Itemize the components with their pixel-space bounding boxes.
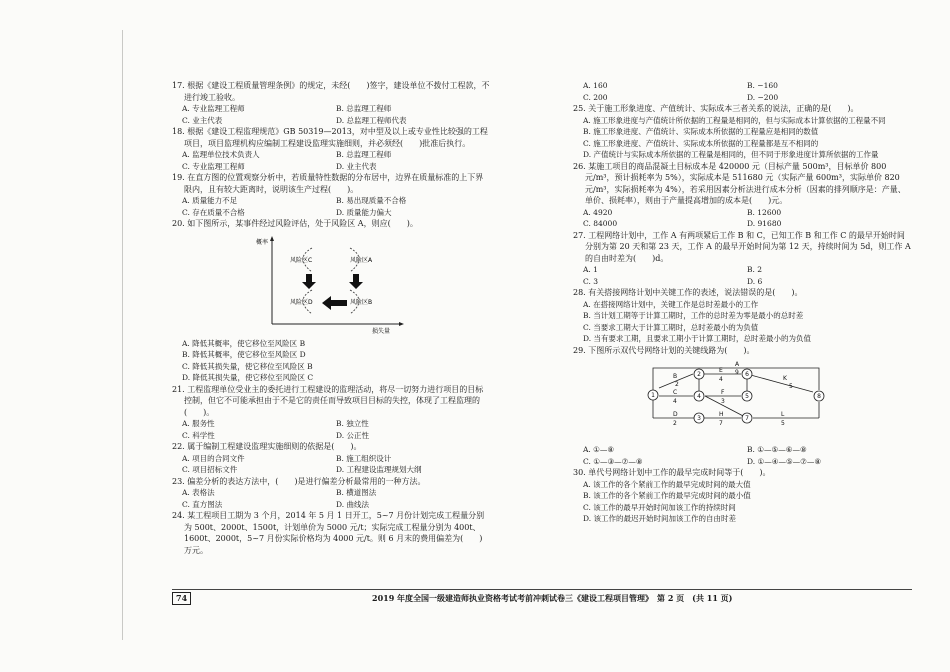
option: D. 业主代表 — [336, 161, 377, 171]
option: B. 12600 — [747, 207, 782, 217]
y-axis-label: 概率 — [256, 238, 269, 246]
page-number: 74 — [172, 592, 191, 605]
question-text: 24. 某工程项目工期为 3 个月，2014 年 5 月 1 日开工，5~7 月份计划完成工程量分别为 500t、2000t、1500t，计划单价为 5000 元/t；实际完成工程量分别为 400t、1600t、2000t，5~7 月份实际价格均为 4000 元/t。则 6 月末的费用偏差为( )万元。 — [172, 511, 485, 555]
question-text: 26. 某施工项目的商品混凝土目标成本是 420000 元（目标产量 500m³，目标单价 800 元/m³，预计损耗率为 5%），实际成本是 511680 元（实际产量 600m³，实际单价 820 元/m³，实际损耗率为 4%），若采用因素分析法进行成本分析（因素的排列顺序是：产量、单价、损耗率），则由于产量提高增加的成本是( )元。 — [573, 161, 906, 205]
question-30 — [573, 467, 911, 525]
arrow-duration-a: 9 — [735, 369, 739, 376]
option: C. 当要求工期大于计算工期时，总时差最小的为负值 — [583, 322, 759, 332]
arrow-label-a: A — [735, 361, 740, 368]
footer-title: 2019 年度全国一级建造师执业资格考试考前冲刺试卷三《建设工程项目管理》 第 2 页 (共 11 页) — [372, 593, 733, 603]
option: D. −200 — [747, 92, 779, 102]
option: A. 施工形象进度与产值统计所依据的工程量是相同的，但与实际成本计算依据的工程量不同 — [583, 115, 886, 125]
option: B. ①—⑤—⑥—⑧ — [747, 445, 807, 454]
option: B. 2 — [747, 265, 763, 274]
arrow-duration-f: 3 — [721, 398, 725, 405]
question-17 — [172, 80, 490, 126]
question-text: 27. 工程网络计划中，工作 A 有两项紧后工作 B 和 C，已知工作 B 和工作 C 的最早开始时间分别为第 20 天和第 23 天，工作 A 的最早开始时间为第 12 天，持续时间为 5d，则工作 A 的自由时差为( )d。 — [573, 230, 911, 263]
question-20 — [172, 218, 490, 384]
question-29 — [573, 345, 911, 468]
option: A. 在搭接网络计划中，关键工作是总时差最小的工作 — [583, 299, 759, 309]
arrow-label-c: C — [673, 389, 678, 396]
option: A. 1 — [583, 265, 598, 274]
option: C. 3 — [583, 276, 599, 286]
option: A. 质量能力不足 — [182, 196, 238, 205]
question-24 — [172, 510, 490, 556]
page-footer — [172, 592, 912, 606]
option: B. 总监理工程师 — [336, 150, 392, 159]
node-label-6: 6 — [745, 371, 749, 378]
arrow-label-k: K — [783, 375, 787, 382]
footer-rule — [172, 589, 912, 590]
arrow-duration-c: 4 — [673, 398, 677, 405]
page-fold-line — [122, 30, 123, 640]
option: D. 公正性 — [336, 430, 370, 440]
option: A. 4920 — [583, 207, 613, 217]
question-text: 17. 根据《建设工程质量管理条例》的规定，未经( )签字，建设单位不拨付工程款，不进行竣工验收。 — [172, 81, 490, 102]
question-21 — [172, 384, 490, 442]
option: B. −160 — [747, 81, 778, 90]
question-text: 25. 关于施工形象进度、产值统计、实际成本三者关系的说法，正确的是( )。 — [573, 104, 859, 113]
arrow-label-f: F — [721, 389, 725, 396]
option: A. 服务性 — [182, 419, 215, 428]
option: B. 降低其概率，使它移位至风险区 D — [182, 350, 306, 359]
option: B. 施工形象进度、产值统计、实际成本所依据的工程量应是相同的数值 — [583, 127, 819, 136]
zone-a-label: 风险区A — [350, 256, 373, 264]
option: D. 曲线法 — [336, 499, 370, 509]
option: D. 该工作的最迟开始时间加该工作的自由时差 — [583, 514, 737, 523]
arrow-down-right — [349, 274, 363, 289]
arrow-duration-b: 2 — [675, 381, 679, 388]
option: A. 项目的合同文件 — [182, 453, 245, 463]
arrow-label-d: D — [673, 411, 678, 418]
arrow-label-l: L — [781, 411, 785, 418]
option: B. 施工组织设计 — [336, 453, 392, 463]
option: A. 降低其概率，使它移位至风险区 B — [182, 338, 306, 348]
option: B. 总监理工程师 — [336, 104, 392, 113]
node-label-4: 4 — [697, 393, 701, 400]
question-text: 28. 有关搭接网络计划中关键工作的表述，说法错误的是( )。 — [573, 288, 803, 297]
question-24-options — [573, 80, 911, 103]
question-23 — [172, 476, 490, 511]
arrow-duration-d: 2 — [673, 420, 677, 427]
option: C. 专业监理工程师 — [182, 161, 245, 171]
option: C. ①—③—⑦—⑧ — [583, 456, 643, 466]
question-22 — [172, 441, 490, 476]
arrow-label-b: B — [673, 373, 678, 380]
option: D. 当有要求工期，且要求工期小于计算工期时，总时差最小的为负值 — [583, 334, 812, 343]
option: B. 易出现质量不合格 — [336, 196, 407, 205]
option: A. 160 — [583, 81, 608, 90]
question-text: 23. 偏差分析的表达方法中，( )是进行偏差分析最常用的一种方法。 — [172, 476, 426, 486]
option: C. 200 — [583, 92, 608, 102]
option: C. 科学性 — [182, 430, 215, 440]
option: D. 质量能力偏大 — [336, 207, 392, 217]
option: A. 该工作的各个紧前工作的最早完成时间的最大值 — [583, 479, 751, 489]
risk-zone-diagram — [252, 234, 412, 334]
option: D. 工程建设监理规划大纲 — [336, 465, 422, 474]
arrow-duration-l: 5 — [781, 420, 785, 427]
option: B. 独立性 — [336, 419, 369, 428]
arrow-duration-k: 5 — [789, 383, 793, 390]
option: A. 监理单位技术负责人 — [182, 150, 260, 159]
arrow-duration-h: 7 — [719, 420, 723, 427]
node-label-5: 5 — [745, 393, 749, 400]
question-text: 18. 根据《建设工程监理规范》GB 50319—2013，对中型及以上或专业性比较强的工程项目，项目监理机构应编制工程建设监理实施细则，并必须经( )批准后执行。 — [172, 127, 488, 148]
question-25 — [573, 103, 911, 161]
option: A. 表格法 — [182, 488, 215, 497]
question-19 — [172, 172, 490, 218]
arrow-label-e: E — [719, 367, 723, 374]
option: C. 施工形象进度、产值统计、实际成本所依据的工程量都是互不相同的 — [583, 138, 819, 148]
option: D. 降低其损失量，使它移位至风险区 C — [182, 373, 314, 382]
question-text: 22. 属于编制工程建设监理实施细则的依据是( )。 — [172, 442, 362, 451]
node-label-1: 1 — [651, 392, 655, 399]
node-label-8: 8 — [817, 393, 821, 400]
zone-d-label: 风险区D — [290, 298, 313, 306]
option: C. 该工作的最早开始时间加该工作的持续时间 — [583, 502, 736, 512]
option: C. 84000 — [583, 219, 618, 228]
question-text: 19. 在直方图的位置观察分析中，若质量特性数据的分布居中，边界在质量标准的上下界限内，且有较大距离时，说明该生产过程( )。 — [172, 173, 484, 194]
node-label-3: 3 — [697, 415, 701, 422]
option: A. ①—⑧ — [583, 445, 615, 454]
option: C. 直方图法 — [182, 499, 223, 509]
arrow-label-h: H — [719, 411, 724, 418]
question-text: 21. 工程监理单位受业主的委托进行工程建设的监理活动，将尽一切努力进行项目的目标控制，但它不可能承担由于不是它的责任而导致项目目标的失控，体现了工程监理的( )。 — [172, 384, 484, 417]
x-axis-label: 损失量 — [372, 327, 391, 334]
arrow-duration-e: 4 — [719, 376, 723, 383]
question-26 — [573, 161, 911, 230]
option: C. 降低其损失量，使它移位至风险区 B — [182, 361, 313, 371]
question-27 — [573, 230, 911, 288]
option: C. 项目招标文件 — [182, 465, 238, 474]
right-column — [573, 80, 911, 525]
question-text: 29. 下图所示双代号网络计划的关键线路为( )。 — [573, 345, 755, 355]
option: D. ①—④—⑤—⑦—⑧ — [747, 456, 822, 466]
arrow-down-left — [302, 274, 316, 289]
question-18 — [172, 126, 490, 172]
option: C. 业主代表 — [182, 115, 223, 125]
option: A. 专业监理工程师 — [182, 104, 245, 113]
zone-c-label: 风险区C — [290, 256, 313, 264]
option: D. 6 — [747, 276, 763, 286]
zone-b-label: 风险区B — [350, 298, 373, 306]
left-column — [172, 80, 490, 556]
option: B. 横道图法 — [336, 488, 377, 497]
node-label-7: 7 — [745, 415, 749, 422]
option: D. 总监理工程师代表 — [336, 115, 407, 125]
question-text: 20. 如下图所示，某事件经过风险评估，处于风险区 A，则应( )。 — [172, 219, 418, 228]
question-28 — [573, 287, 911, 345]
network-diagram — [643, 360, 833, 440]
option: B. 当计划工期等于计算工期时，工作的总时差为零是最小的总时差 — [583, 311, 804, 320]
node-label-2: 2 — [697, 371, 701, 378]
arrow-left — [322, 296, 347, 310]
option: D. 91680 — [747, 219, 782, 228]
option: B. 该工作的各个紧前工作的最早完成时间的最小值 — [583, 491, 751, 500]
question-text: 30. 单代号网络计划中工作的最早完成时间等于( )。 — [573, 468, 771, 477]
option: D. 产值统计与实际成本所依据的工程量是相同的，但不同于形象进度计算所依据的工作量 — [583, 150, 879, 159]
option: C. 存在质量不合格 — [182, 207, 245, 217]
